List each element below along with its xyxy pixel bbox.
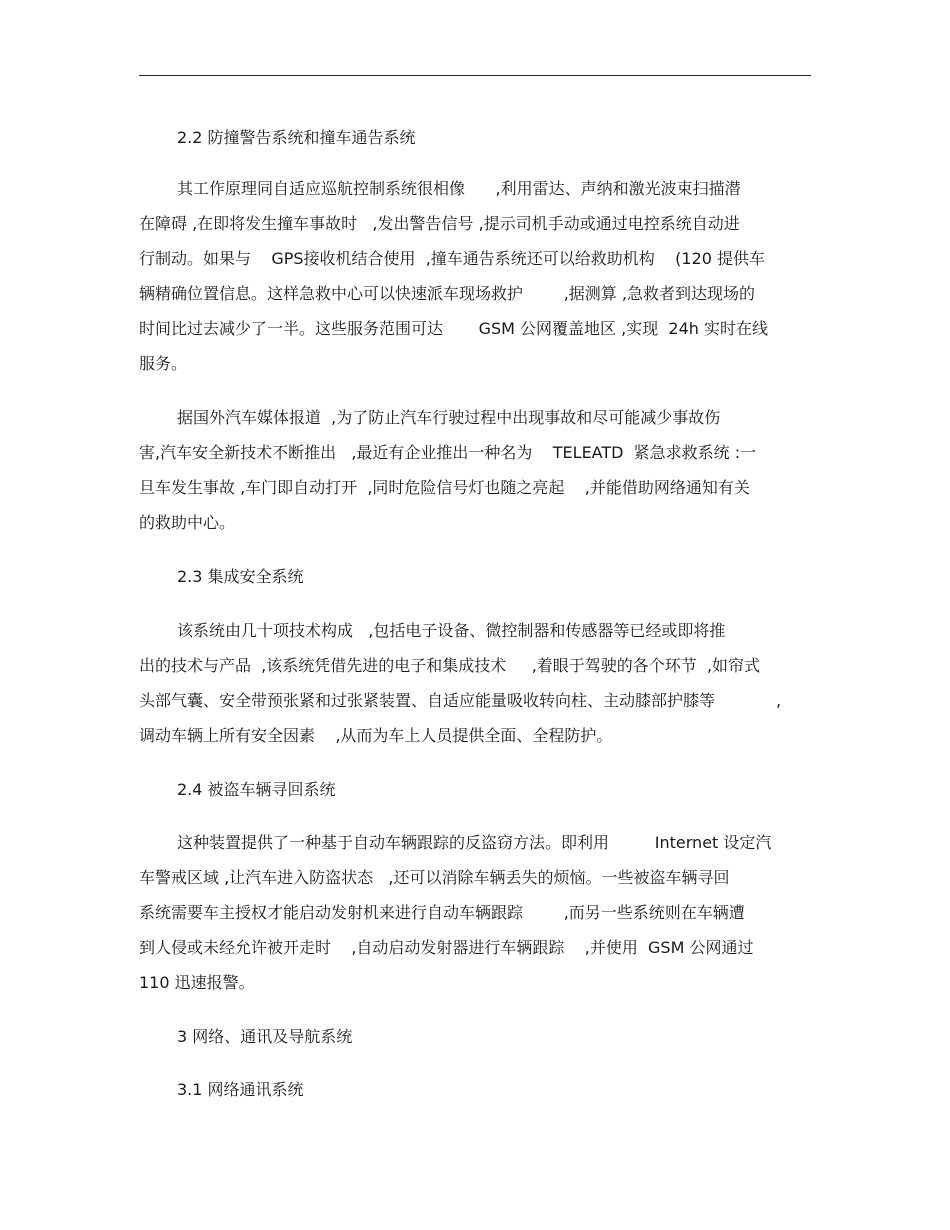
text-line: 辆精确位置信息。这样急救中心可以快速派车现场救护 ,据测算 ,急救者到达现场的: [139, 284, 755, 303]
section-heading-2-3: 2.3 集成安全系统: [177, 567, 304, 586]
text-line: 行制动。如果与 GPS接收机结合使用 ,撞车通告系统还可以给救助机构 (120 提供车: [139, 249, 766, 268]
paragraph-2-2-b: [139, 400, 811, 540]
text-line: 旦车发生事故 ,车门即自动打开 ,同时危险信号灯也随之亮起 ,并能借助网络通知有关: [139, 478, 750, 497]
text-line: 时间比过去减少了一半。这些服务范围可达 GSM 公网覆盖地区 ,实现 24h 实时在线: [139, 319, 768, 338]
section-heading-3: 3 网络、通讯及导航系统: [177, 1027, 353, 1046]
text-line: 据国外汽车媒体报道 ,为了防止汽车行驶过程中出现事故和尽可能减少事故伤: [177, 408, 721, 427]
text-line: 头部气囊、安全带预张紧和过张紧装置、自适应能量吸收转向柱、主动膝部护膝等 ,: [139, 691, 782, 710]
section-heading-2-2: 2.2 防撞警告系统和撞车通告系统: [177, 128, 416, 147]
section-heading-2-4: 2.4 被盗车辆寻回系统: [177, 780, 336, 799]
paragraph-2-2-a: [139, 171, 811, 381]
text-line: 这种装置提供了一种基于自动车辆跟踪的反盗窃方法。即利用 Internet 设定汽: [177, 833, 772, 852]
text-line: 110 迅速报警。: [139, 973, 255, 992]
paragraph-2-4: [139, 825, 811, 1000]
text-line: 害,汽车安全新技术不断推出 ,最近有企业推出一种名为 TELEATD 紧急求救系统 :一: [139, 443, 757, 462]
text-line: 该系统由几十项技术构成 ,包括电子设备、微控制器和传感器等已经或即将推: [177, 621, 726, 640]
text-line: 服务。: [139, 354, 188, 373]
text-line: 调动车辆上所有安全因素 ,从而为车上人员提供全面、全程防护。: [139, 726, 613, 745]
header-rule: [139, 75, 811, 76]
text-line: 系统需要车主授权才能启动发射机来进行自动车辆跟踪 ,而另一些系统则在车辆遭: [139, 903, 745, 922]
text-line: 的救助中心。: [139, 513, 236, 532]
text-line: 到人侵或未经允许被开走时 ,自动启动发射器进行车辆跟踪 ,并使用 GSM 公网通过: [139, 938, 754, 957]
text-line: 其工作原理同自适应巡航控制系统很相像 ,利用雷达、声纳和激光波束扫描潜: [177, 179, 741, 198]
section-heading-3-1: 3.1 网络通讯系统: [177, 1080, 304, 1099]
paragraph-2-3: [139, 613, 811, 753]
text-line: 在障碍 ,在即将发生撞车事故时 ,发出警告信号 ,提示司机手动或通过电控系统自动进: [139, 214, 740, 233]
text-line: 出的技术与产品 ,该系统凭借先进的电子和集成技术 ,着眼于驾驶的各个环节 ,如帘式: [139, 656, 761, 675]
text-line: 车警戒区域 ,让汽车进入防盗状态 ,还可以消除车辆丢失的烦恼。一些被盗车辆寻回: [139, 868, 730, 887]
